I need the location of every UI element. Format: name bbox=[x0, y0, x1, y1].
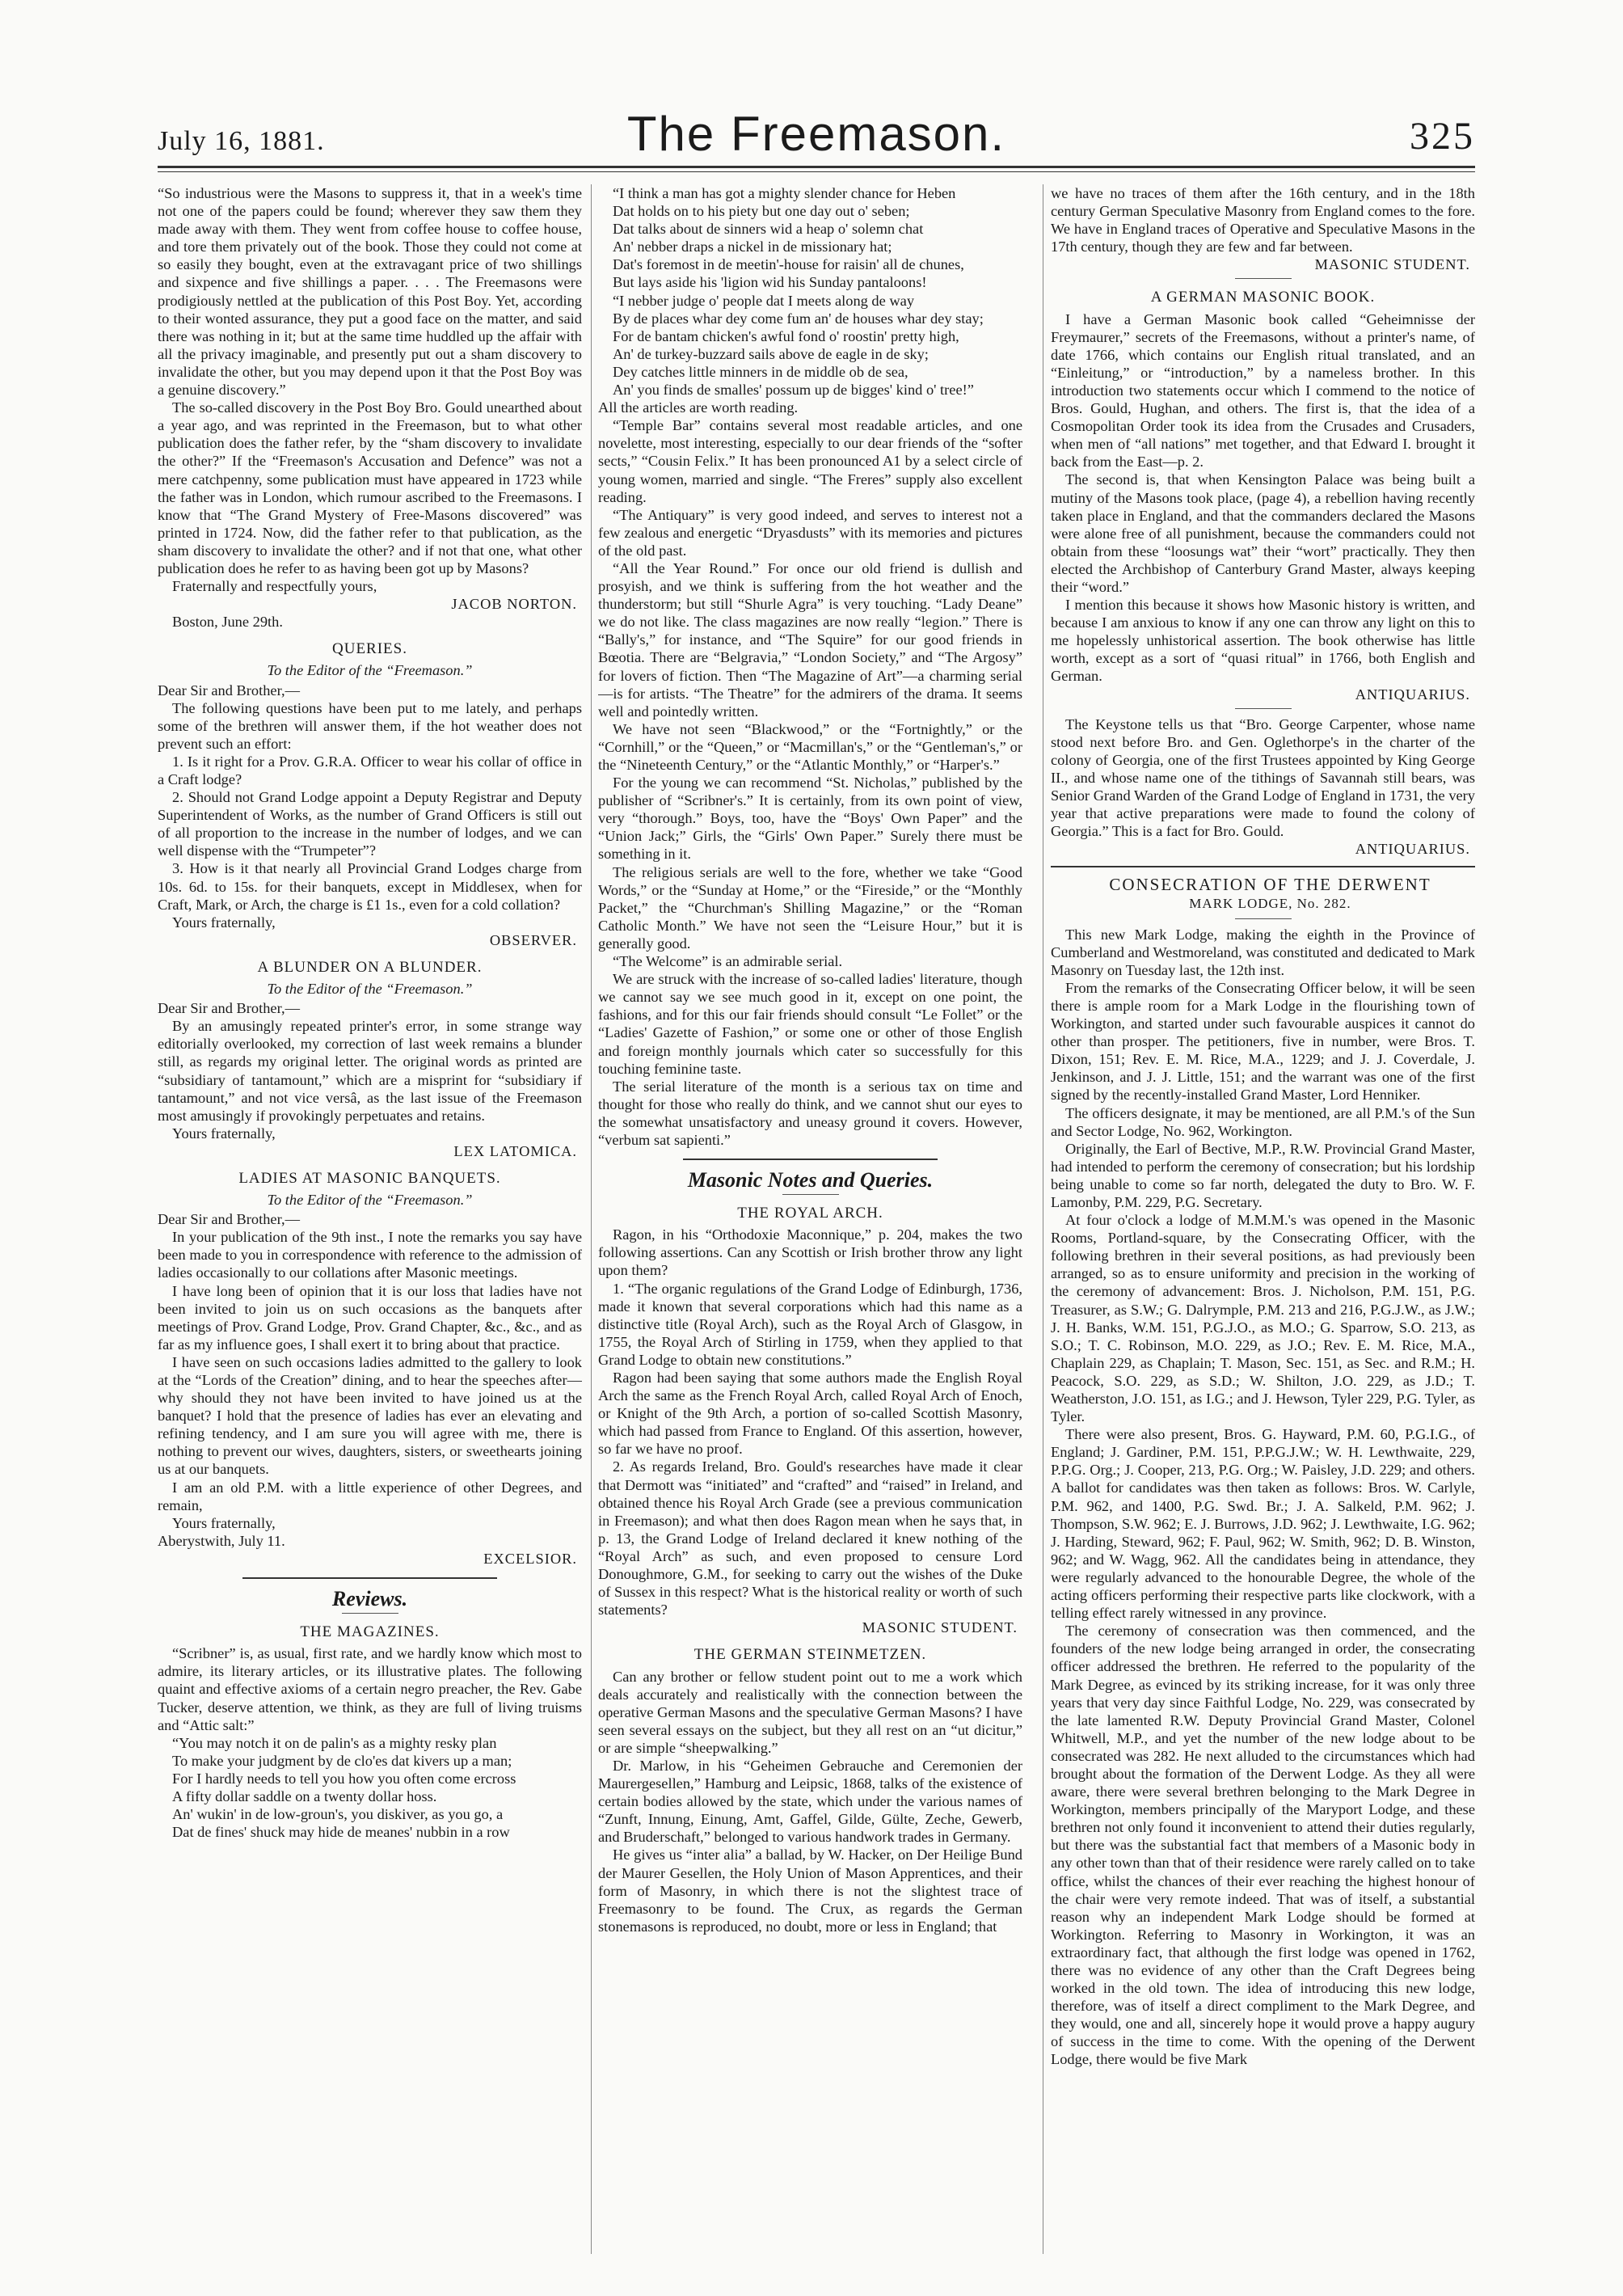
article-signature: ANTIQUARIUS. bbox=[1355, 841, 1470, 858]
article-paragraph: The religious serials are well to the fore, whether we take “Good Words,” or the “Sunday at Home,” or the “Fireside,” or the “Monthly Packet,” the “Churchman's Shilling Magazine,” or the “Roman Catholic Month.” We have not seen the “Leisure Hour,” but it is generally good. bbox=[598, 863, 1022, 952]
letter-place-date: Aberystwith, July 11. bbox=[158, 1532, 285, 1549]
article-paragraph: Ragon, in his “Orthodoxie Maconnique,” p. 204, makes the two following assertions. Can any Scottish or Irish brother throw any light upon them? bbox=[598, 1226, 1022, 1279]
verse-line: But lays aside his 'ligion wid his Sunday pantaloons! bbox=[613, 274, 927, 291]
verse-line: Dat's foremost in de meetin'-house for raisin' all de chunes, bbox=[613, 256, 964, 273]
verse-line: An' wukin' in de low-groun's, you diskiver, as you go, a bbox=[172, 1806, 504, 1823]
short-rule bbox=[1235, 278, 1292, 279]
editor-line: To the Editor of the “Freemason.” bbox=[267, 1192, 473, 1209]
column-divider bbox=[591, 184, 592, 2254]
article-paragraph: By an amusingly repeated printer's error, in some strange way editorially overlooked, my correction of last week remains a blunder still, as regards my original letter. The original words as printed are “subsidiary of tantamount,” which are a misprint for “subsidiary if tantamount,” and not vice versâ, as the last issue of the Freemason most amusingly if provokingly perpetuates and retains. bbox=[158, 1018, 582, 1124]
article-paragraph: We have not seen “Blackwood,” or the “Fortnightly,” or the “Cornhill,” or the “Queen,” or “Macmillan's,” or the “Gentleman's,” or the “Nineteenth Century,” or the “Atlantic Monthly,” or “Harper's.” bbox=[598, 720, 1022, 773]
editor-line: To the Editor of the “Freemason.” bbox=[267, 662, 473, 679]
article-paragraph: I am an old P.M. with a little experience of other Degrees, and remain, bbox=[158, 1479, 582, 1513]
salutation: Dear Sir and Brother,— bbox=[158, 682, 300, 699]
article-paragraph: We are struck with the increase of so-called ladies' literature, though we cannot say we see much good in it, except on one point, the fashions, and for this our fair friends should consult “Le Follet” or the “Ladies' Gazette of Fashion,” or some one or other of those English and foreign monthly journals which cater so successfully for this touching feminine taste. bbox=[598, 971, 1022, 1077]
verse-line: “I think a man has got a mighty slender chance for Heben bbox=[613, 185, 956, 201]
letter-signature: EXCELSIOR. bbox=[483, 1550, 577, 1567]
article-paragraph: In your publication of the 9th inst., I note the remarks you say have been made to you in correspondence with reference to the admission of ladies occasionally to our collations after Masonic meetings. bbox=[158, 1229, 582, 1281]
verse-line: “You may notch it on de palin's as a mighty resky plan bbox=[172, 1734, 497, 1751]
page-number: 325 bbox=[1410, 115, 1475, 158]
article-paragraph: He gives us “inter alia” a ballad, by W. Hacker, on Der Heilige Bund der Maurer Gesellen, the Holy Union of Mason Apprentices, and their form of Masonry, in which there is not the slightest trace of Freemasonry to be found. The Crux, as regards the German stonemasons is reproduced, no doubt, more or less in England; that bbox=[598, 1847, 1022, 1935]
article-paragraph: we have no traces of them after the 16th century, and in the 18th century German Speculative Masonry from England comes to the fore. We have in England traces of Operative and Speculative Masons in the 17th century, though they are few and far between. bbox=[1051, 185, 1475, 255]
article-paragraph: The ceremony of consecration was then commenced, and the founders of the new lodge being arranged in order, the consecrating officer addressed the brethren. He referred to the popularity of the Mark Degree, as evinced by its striking increase, for it was only three years that very day since Faithful Lodge, No. 229, was consecrated by the late lamented R.W. Deputy Provincial Grand Master, Colonel Whitwell, M.P., and yet the number of the new lodge about to be consecrated was 282. He next alluded to the circumstances which had brought about the formation of the Derwent Lodge. As they all were aware, there were several brethren belonging to the Mark Degree in Workington, members principally of the Maryport Lodge, and these brethren not only found it inconvenient to attend their duties regularly, but there was the substantial fact that members of a Masonic body in any other town than that of their residence were rarely called on to take office, whilst the chances of their ever reaching the highest honour of the chair were very remote indeed. That was of itself, a substantial reason why an independent Mark Lodge should be formed at Workington. Referring to Masonry in Workington, it was an extraordinary fact, that although the first lodge was opened in 1762, there was no evidence of any other than the Craft Degrees being worked in the old town. The idea of introducing this new lodge, therefore, was of itself a direct compliment to the Mark Degree, and they would, one and all, sincerely hope it would prove a happy augury of success in the time to come. With the opening of the Derwent Lodge, there would be five Mark bbox=[1051, 1623, 1475, 2068]
letter-closing: Yours fraternally, bbox=[172, 1125, 276, 1142]
article-paragraph: Dr. Marlow, in his “Geheimen Gebrauche and Ceremonien der Maurergesellen,” Hamburg and Leipsic, 1868, talks of the existence of certain bodies allowed by the state, which under the various names of “Zunft, Innung, Einung, Amt, Gaffel, Gilde, Gülte, Zeche, Gewerb, and Bruderschaft,” belonged to various handwork trades in Germany. bbox=[598, 1757, 1022, 1846]
short-rule bbox=[782, 1194, 839, 1195]
letter-place-date: Boston, June 29th. bbox=[172, 614, 283, 631]
short-rule bbox=[342, 1613, 398, 1614]
masthead bbox=[158, 107, 1475, 162]
article-paragraph: I have long been of opinion that it is our loss that ladies have not been invited to join us on such occasions as the banquets after meetings of Prov. Grand Lodge, Prov. Grand Chapter, &c., &c., and as far as my influence goes, I shall exert it to bring about that practice. bbox=[158, 1282, 582, 1353]
verse-line: An' you finds de smalles' possum up de bigges' kind o' tree!” bbox=[613, 382, 974, 399]
article-paragraph: “So industrious were the Masons to suppress it, that in a week's time not one of the papers could be found; wherever they saw them they made away with them. They went from coffee house to coffee house, and tore them privately out of the book. Those they could not come at so easily they bought, even at the extravagant price of two shillings and sixpence and five shillings a paper. . . . The Freemasons were prodigiously nettled at the publication of this Post Boy. Yet, according to their wonted assurance, they put a good face on the matter, and said there was nothing in it; but at the same time huddled up the affair with all the privacy imaginable, and presently put out a sham discovery to invalidate the other, but you may depend upon it that the Post Boy was a genuine discovery.” bbox=[158, 185, 582, 399]
article-paragraph: Originally, the Earl of Bective, M.P., R.W. Provincial Grand Master, had intended to perform the ceremony of consecration; but his lordship being unable to come so far north, delegated the duty to Bro. W. F. Lamonby, P.M. 229, P.G. Secretary. bbox=[1051, 1140, 1475, 1210]
article-paragraph: From the remarks of the Consecrating Officer below, it will be seen there is ample room for a Mark Lodge in the flourishing town of Workington, and started under such favourable auspices it cannot do other than prosper. The petitioners, five in number, were Bros. T. Dixon, 151; Rev. E. M. Rice, M.A., 1229; and J. J. Coverdale, J. Jenkinson, and J. J. Little, 151; and the warrant was one of the first signed by the recently-installed Grand Master, Lord Henniker. bbox=[1051, 979, 1475, 1104]
verse-line: An' nebber draps a nickel in de missionary hat; bbox=[613, 238, 892, 255]
verse-line: By de places whar dey come fum an' de houses whar dey stay; bbox=[613, 310, 984, 327]
letter-signature: LEX LATOMICA. bbox=[453, 1142, 577, 1159]
article-paragraph: “All the Year Round.” For once our old friend is dullish and prosyish, and we think is suffering from the hot weather and the thunderstorm; but still “Shurle Agra” is very touching. “Lady Deane” we do not like. The class magazines are now really “legion.” There is “Bally's,” for instance, and “The Squire” for our good friends in Bœotia. There are “Belgravia,” “London Society,” and “The Argosy” for lovers of fiction. Then “The Magazine of Art”—a charming serial—is for artists. “The Theatre” for the admirers of the drama. It seems well and pointedly written. bbox=[598, 559, 1022, 720]
article-paragraph: “Temple Bar” contains several most readable articles, and one novelette, most interesting, especially to our dear friends of the “softer sects,” “Cousin Felix.” It has been pronounced A1 by a select circle of young women, married and single. “The Freres” supply also excellent reading. bbox=[598, 417, 1022, 505]
article-paragraph: 1. “The organic regulations of the Grand Lodge of Edinburgh, 1736, made it known that several corporations which had this name as a distinctive title (Royal Arch), such as the Royal Arch of Glasgow, in 1755, the Royal Arch of Stirling in 1759, when they applied to that Grand Lodge to obtain new constitutions.” bbox=[598, 1280, 1022, 1368]
article-subtitle: MARK LODGE, No. 282. bbox=[1189, 896, 1351, 912]
verse-line: Dat talks about de sinners wid a heap o' solemn chat bbox=[613, 221, 924, 238]
letter-signature: OBSERVER. bbox=[489, 931, 577, 948]
section-heading: A BLUNDER ON A BLUNDER. bbox=[257, 958, 483, 976]
verse-line: Dat holds on to his piety but one day out o' seben; bbox=[613, 203, 910, 220]
section-heading: THE ROYAL ARCH. bbox=[737, 1205, 883, 1222]
section-heading: THE MAGAZINES. bbox=[300, 1623, 440, 1641]
section-rule bbox=[242, 1577, 497, 1579]
masthead-rule bbox=[158, 166, 1475, 168]
query-item: 3. How is it that nearly all Provincial Grand Lodges charge from 10s. 6d. to 15s. for their banquets, except in Middlesex, when for Craft, Mark, or Arch, the charge is £1 1s., even for a cold collation? bbox=[158, 860, 582, 913]
section-heading: THE GERMAN STEINMETZEN. bbox=[693, 1646, 927, 1664]
short-rule bbox=[1235, 918, 1292, 919]
article-paragraph: Can any brother or fellow student point out to me a work which deals accurately and realistically with the connection between the operative German Masons and the speculative German Masons? I have seen several essays on the subject, but they all rest on an “ut dicitur,” or are simple “sheepwalking.” bbox=[598, 1668, 1022, 1756]
article-paragraph: The officers designate, it may be mentioned, are all P.M.'s of the Sun and Sector Lodge, No. 962, Workington. bbox=[1051, 1104, 1475, 1139]
editor-line: To the Editor of the “Freemason.” bbox=[267, 981, 473, 998]
query-item: 2. Should not Grand Lodge appoint a Deputy Registrar and Deputy Superintendent of Works, as the number of Grand Officers is still out of all proportion to the increase in the number of lodges, and we can well dispense with the “Trumpeter”? bbox=[158, 789, 582, 859]
query-item: 1. Is it right for a Prov. G.R.A. Officer to wear his collar of office in a Craft lodge? bbox=[158, 753, 582, 787]
article-signature: MASONIC STUDENT. bbox=[862, 1619, 1018, 1636]
section-rule bbox=[1051, 866, 1475, 867]
salutation: Dear Sir and Brother,— bbox=[158, 1211, 300, 1228]
verse-line: For I hardly needs to tell you how you often come ercross bbox=[172, 1770, 516, 1787]
letter-closing: Yours fraternally, bbox=[172, 914, 276, 931]
article-paragraph: I have a German Masonic book called “Geheimnisse der Freymaurer,” secrets of the Freemasons, without a printer's name, of date 1766, which contains our English ritual translated, and an “Einleitung,” or “introduction,” by a nameless brother. In this introduction two statements occur which I commend to the notice of Bros. Gould, Hughan, and others. The first is, that the idea of a Cosmopolitan Order took its idea from the Crusades and Crusaders, when men of “all nations” met together, and that Edward I. brought it back from the East—p. 2. bbox=[1051, 310, 1475, 471]
column-2 bbox=[598, 184, 1022, 2254]
article-signature: ANTIQUARIUS. bbox=[1355, 686, 1470, 703]
article-signature: MASONIC STUDENT. bbox=[1314, 256, 1470, 273]
article-paragraph: All the articles are worth reading. bbox=[598, 399, 799, 416]
article-paragraph: I mention this because it shows how Masonic history is written, and because I am anxious to know if any one can throw any light on this to me hopelessly unhistorical assertion. The book otherwise has little worth, except as a sort of “quasi ritual” in 1766, both English and German. bbox=[1051, 597, 1475, 685]
article-paragraph: Ragon had been saying that some authors made the English Royal Arch the same as the French Royal Arch, called Royal Arch of Enoch, or Knight of the 9th Arch, a portion of so-called Scottish Masonry, which had passed from France to England. Of this assertion, however, so far we have no proof. bbox=[598, 1370, 1022, 1458]
section-title-reviews: Reviews. bbox=[331, 1587, 408, 1611]
article-paragraph: For the young we can recommend “St. Nicholas,” published by the publisher of “Scribner's.” It is certainly, from its own point of view, very “thorough.” Boys, too, have the “Boys' Own Paper” and the “Union Jack;” Girls, the “Girls' Own Paper.” Surely there must be something in it. bbox=[598, 774, 1022, 863]
verse-line: “I nebber judge o' people dat I meets along de way bbox=[613, 292, 915, 309]
newspaper-title: The Freemason. bbox=[626, 107, 1006, 161]
article-paragraph: 2. As regards Ireland, Bro. Gould's researches have made it clear that Dermott was “initiated” and “crafted” and “raised” in Ireland, and obtained thence his Royal Arch Grade (see a previous communication in Freemason); and what then does Ragon mean when he says that, in p. 13, the Grand Lodge of Ireland declared it knew nothing of the “Royal Arch” as such, and even proposed to censure Lord Donoughmore, G.M., for seeking to carry out the wishes of the Duke of Sussex in this respect? What is the historical reality or worth of such statements? bbox=[598, 1458, 1022, 1619]
section-heading: QUERIES. bbox=[332, 640, 407, 658]
article-paragraph: “Scribner” is, as usual, first rate, and we hardly know which most to admire, its literary articles, or its illustrative plates. The following quaint and effective axioms of a certain negro preacher, the Rev. Gabe Tucker, deserve attention, we think, as they are full of living truisms and “Attic salt:” bbox=[158, 1645, 582, 1733]
article-paragraph: The serial literature of the month is a serious tax on time and thought for those who really do think, and we cannot shut our eyes to the somewhat unsatisfactory and uneasy ground it covers. However, “verbum sat sapienti.” bbox=[598, 1078, 1022, 1148]
section-heading: A GERMAN MASONIC BOOK. bbox=[1150, 289, 1376, 306]
verse-line: For de bantam chicken's awful fond o' roostin' pretty high, bbox=[613, 327, 959, 344]
verse-line: Dey catches little minners in de middle ob de sea, bbox=[613, 363, 908, 380]
verse-line: An' de turkey-buzzard sails above de eagle in de sky; bbox=[613, 345, 929, 362]
letter-closing: Yours fraternally, bbox=[172, 1514, 276, 1531]
verse-line: To make your judgment by de clo'es dat kivers up a man; bbox=[172, 1752, 512, 1769]
section-heading: LADIES AT MASONIC BANQUETS. bbox=[238, 1169, 501, 1187]
article-paragraph: The following questions have been put to me lately, and perhaps some of the brethren will answer them, if the hot weather does not prevent such an effort: bbox=[158, 699, 582, 752]
article-paragraph: At four o'clock a lodge of M.M.M.'s was opened in the Masonic Rooms, Portland-square, by the Consecrating Officer, with the following brethren in their several positions, as had previously been arranged, so as to ensure uniformity and precision in the working of the ceremony of advancement: Bros. J. Nicholson, P.M. 151, P.G. Treasurer, as S.W.; G. Dalrymple, P.M. 213 and 216, P.G.J.W., as J.W.; J. H. Banks, W.M. 151, P.G.J.O., as M.O.; G. Sparrow, S.O. 213, as S.O.; T. C. Robinson, M.O. 229, as J.O.; Rev. E. M. Rice, M.A., Chaplain 229, as Chaplain; T. Mason, Sec. 151, as Sec. and R.M.; H. Peacock, S.O. 229, as S.D.; W. Shilton, J.O. 229, as J.D.; T. Weatherston, J.O. 151, as I.G.; and J. Hewson, Tyler 229, P.G. Tyler, as Tyler. bbox=[1051, 1212, 1475, 1425]
letter-signature: JACOB NORTON. bbox=[451, 596, 577, 613]
article-paragraph: The so-called discovery in the Post Boy Bro. Gould unearthed about a year ago, and was reprinted in the Freemason, but to what other publication does the father refer, by the “sham discovery to invalidate the other?” If the “Freemason's Accusation and Defence” was not a mere catchpenny, some publication must have appeared in 1723 while the father was in London, which rumour ascribed to the Freemasons. I know that “The Grand Mystery of Free-Masons discovered” was printed in 1724. Now, did the father refer to that publication, as the sham discovery to invalidate the other? and if not that one, what other publication does he refer to as having been got up by Masons? bbox=[158, 399, 582, 576]
verse-line: A fifty dollar saddle on a twenty dollar hoss. bbox=[172, 1787, 437, 1804]
article-paragraph: There were also present, Bros. G. Hayward, P.M. 60, P.G.I.G., of England; J. Gardiner, P.M. 151, P.P.G.J.W.; W. H. Lewthwaite, 229, P.P.G. Org.; J. Cooper, 213, P.G. Org.; W. Paisley, J.D. 229; and others. A ballot for candidates was then taken as follows: Bros. W. Carlyle, P.M. 962, and 1400, P.G. Swd. Br.; J. A. Salkeld, P.M. 962; J. Thompson, S.W. 962; E. J. Burrows, J.D. 962; J. Lewthwaite, I.G. 962; J. Harding, Steward, 962; F. Paul, 962; W. Smith, 962; D. B. Winston, 962; and W. Wagg, 962. All the candidates being in attendance, they were regularly advanced to the honourable Degree, the whole of the acting officers performing their respective parts like clockwork, with a telling effect rarely witnessed in any province. bbox=[1051, 1426, 1475, 1622]
article-title: CONSECRATION OF THE DERWENT bbox=[1109, 875, 1431, 895]
section-title-notes-queries: Masonic Notes and Queries. bbox=[687, 1168, 934, 1192]
salutation: Dear Sir and Brother,— bbox=[158, 1000, 300, 1017]
article-paragraph: The Keystone tells us that “Bro. George Carpenter, whose name stood next before Bro. and Gen. Oglethorpe's in the charter of the colony of Georgia, one of the first Trustees appointed by King George II., and whose name one of the tithings of Savannah still bears, was Senior Grand Warden of the Grand Lodge of England in 1731, the very year that active preparations were made to found the colony of Georgia.” This is a fact for Bro. Gould. bbox=[1051, 715, 1475, 840]
article-paragraph: The second is, that when Kensington Palace was being built a mutiny of the Masons took place, (page 4), a rebellion having recently taken place in England, and that the commanders declared the Masons were alone free of all punishment, because the commanders could not obtain from these “loosungs wat” their “wort” practically. They then elected the Archbishop of Canterbury Grand Master, always keeping their “word.” bbox=[1051, 471, 1475, 595]
section-rule bbox=[683, 1159, 938, 1160]
article-paragraph: I have seen on such occasions ladies admitted to the gallery to look at the “Lords of the Creation” dining, and to hear the speeches after—why should they not have been invited to have joined us at the banquet? I hold that the presence of ladies has ever an elevating and refining tendency, and I am sure you will agree with me, there is nothing to prevent our wives, daughters, sisters, or sweethearts joining us at our banquets. bbox=[158, 1353, 582, 1478]
issue-date: July 16, 1881. bbox=[158, 126, 325, 156]
letter-closing: Fraternally and respectfully yours, bbox=[172, 578, 377, 595]
verse-line: Dat de fines' shuck may hide de meanes' nubbin in a row bbox=[172, 1824, 510, 1841]
masthead-rule-thin bbox=[158, 171, 1475, 172]
article-paragraph: “The Antiquary” is very good indeed, and serves to interest not a few zealous and energetic “Dryasdusts” with its memories and pictures of the old past. bbox=[598, 506, 1022, 559]
column-1 bbox=[158, 184, 582, 2254]
short-rule bbox=[1235, 708, 1292, 709]
article-paragraph: “The Welcome” is an admirable serial. bbox=[613, 953, 843, 970]
column-3 bbox=[1051, 184, 1475, 2254]
article-paragraph: This new Mark Lodge, making the eighth in the Province of Cumberland and Westmoreland, was constituted and dedicated to Mark Masonry on Tuesday last, the 12th inst. bbox=[1051, 926, 1475, 978]
